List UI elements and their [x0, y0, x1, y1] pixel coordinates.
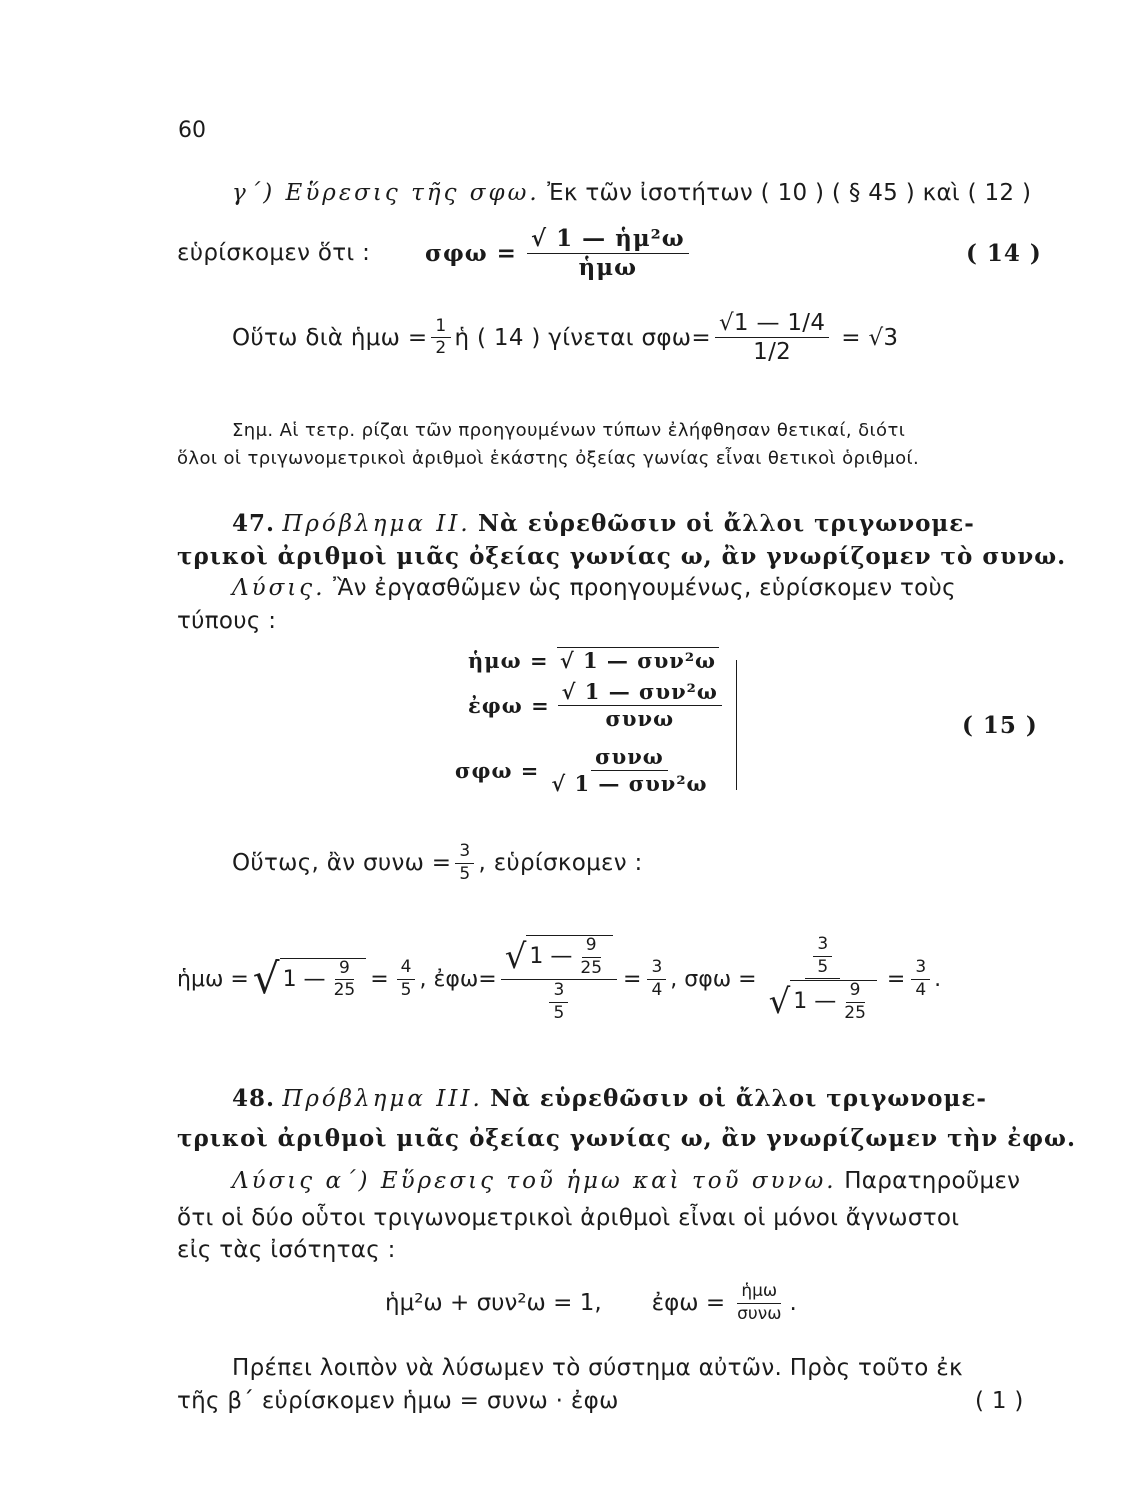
- eq-end: .: [789, 1290, 797, 1317]
- note-line-2: ὅλοι οἱ τριγωνομετρικοὶ ἀριθμοὶ ἑκάστης ὀξείας γωνίας εἶναι θετικοὶ ὁριθμοί.: [177, 448, 920, 469]
- example-frac-den: 2: [435, 338, 447, 359]
- ex-hmo-rad-den: 25: [333, 980, 356, 1001]
- formula-14-lhs: σφω =: [425, 240, 517, 268]
- ex-sfo: , σφω =: [670, 966, 757, 992]
- problem-48-line-4: Πρέπει λοιπὸν νὰ λύσωμεν τὸ σύστημα αὐτῶν. Πρὸς τοῦτο ἐκ: [232, 1355, 963, 1381]
- example-frac-num: 1: [431, 317, 450, 339]
- problem-47-title-1: Νὰ εὑρεθῶσιν οἱ ἄλλοι τριγωνομε-: [478, 510, 975, 537]
- ex-hmo-res-den: 5: [400, 979, 412, 1000]
- example-result: = √3: [841, 324, 899, 351]
- ex-efo-rad: 1 —: [529, 944, 573, 970]
- p47-example-frac-num: 3: [455, 842, 474, 864]
- f3-den: √ 1 — συν²ω: [551, 771, 708, 797]
- problem-47-heading: [232, 510, 975, 537]
- ex-efo: , ἐφω=: [419, 966, 497, 992]
- problem-47-solution-text: Ἂν ἐργασθῶμεν ὡς προηγουμένως, εὑρίσκομεν τοὺς: [333, 575, 956, 601]
- note-line-1: Σημ. Αἱ τετρ. ρίζαι τῶν προηγουμένων τύπων ἐλήφθησαν θετικαί, διότι: [232, 420, 906, 441]
- problem-47-label: Πρόβλημα ΙΙ.: [282, 511, 471, 537]
- ex-hmo-rad: 1 —: [282, 967, 326, 993]
- problem-48-line-3: εἰς τὰς ἰσότητας :: [177, 1237, 396, 1263]
- problem-48-solution-label: Λύσις α΄) Εὕρεσις τοῦ ἡμω καὶ τοῦ συνω.: [232, 1168, 837, 1194]
- problem-48-solution-text: Παρατηροῦμεν: [844, 1168, 1021, 1194]
- problem-47-solution: [232, 575, 956, 601]
- ex-end: .: [934, 966, 942, 992]
- problem-48-equations: [385, 1282, 797, 1324]
- p47-example-suffix: , εὑρίσκομεν :: [478, 850, 643, 877]
- ex-sfo-num-num: 3: [813, 935, 832, 957]
- problem-48-heading: [232, 1085, 987, 1112]
- ex-hmo-eq: =: [370, 966, 389, 992]
- formula-15-line-1: [468, 648, 719, 673]
- problem-48-title-2: τρικοὶ ἀριθμοὶ μιᾶς ὀξείας γωνίας ω, ἂν γνωρίζωμεν τὴν ἐφω.: [177, 1125, 1076, 1152]
- section-c-heading: [232, 180, 1031, 206]
- problem-47-title-2: τρικοὶ ἀριθμοὶ μιᾶς ὀξείας γωνίας ω, ἂν γνωρίζομεν τὸ συνω.: [177, 543, 1067, 570]
- ex-efo-rad-den: 25: [580, 957, 603, 978]
- ex-sfo-rad-den: 25: [844, 1002, 866, 1023]
- formula-14-num: √ 1 — ἡμ²ω: [527, 226, 689, 254]
- problem-47-example: [232, 842, 643, 884]
- problem-48-solution: [232, 1168, 1020, 1194]
- formula-14-tag: ( 14 ): [966, 240, 1042, 267]
- f2-den: συνω: [605, 706, 675, 732]
- section-c-example: [232, 310, 898, 366]
- problem-47-solution-text2: τύπους :: [177, 608, 277, 634]
- eq-right-num: ἡμω: [737, 1282, 781, 1304]
- ex-efo-res-den: 4: [651, 979, 663, 1000]
- ex-efo-rad-num: 9: [582, 936, 601, 958]
- eq-right-lhs: ἐφω =: [651, 1290, 726, 1317]
- eq-right-den: συνω: [737, 1303, 782, 1324]
- problem-48-number: 48.: [232, 1085, 276, 1112]
- ex-sfo-res-den: 4: [915, 979, 927, 1000]
- formula-15-brace: [724, 660, 737, 790]
- section-c-text: Ἐκ τῶν ἰσοτήτων ( 10 ) ( § 45 ) καὶ ( 12 ): [547, 180, 1032, 206]
- ex-hmo: ἡμω =: [177, 966, 249, 992]
- ex-efo-den-num: 3: [549, 981, 568, 1003]
- example-mid: ἡ ( 14 ) γίνεται σφω=: [454, 324, 711, 351]
- f2-num: √ 1 — συν²ω: [558, 680, 722, 706]
- ex-sfo-rad: 1 —: [793, 989, 837, 1015]
- f3-lhs: σφω =: [455, 758, 540, 784]
- formula-15-line-3: [455, 745, 716, 796]
- ex-efo-den-den: 5: [553, 1002, 565, 1023]
- formula-15-tag: ( 15 ): [962, 712, 1038, 739]
- problem-48-line-2: ὅτι οἱ δύο οὗτοι τριγωνομετρικοὶ ἀριθμοὶ εἶναι οἱ μόνοι ἄγνωστοι: [177, 1205, 960, 1231]
- formula-14: [425, 226, 693, 282]
- eq-left: ἡμ²ω + συν²ω = 1,: [385, 1290, 602, 1317]
- p47-example-prefix: Οὕτως, ἂν συνω =: [232, 850, 452, 877]
- page-number: 60: [178, 118, 206, 143]
- ex-hmo-res-num: 4: [397, 958, 416, 980]
- f2-lhs: ἐφω =: [468, 693, 550, 719]
- example-num: √1 — 1/4: [715, 310, 829, 338]
- problem-47-number: 47.: [232, 510, 276, 537]
- problem-48-line-5-tag: ( 1 ): [975, 1388, 1024, 1414]
- f1-rhs: √ 1 — συν²ω: [557, 647, 719, 673]
- ex-hmo-rad-num: 9: [335, 959, 354, 981]
- problem-47-solution-label: Λύσις.: [232, 575, 326, 601]
- ex-sfo-rad-num: 9: [846, 981, 865, 1003]
- example-den: 1/2: [753, 339, 792, 366]
- problem-48-line-5: τῆς β΄ εὑρίσκομεν ἡμω = συνω · ἐφω: [177, 1388, 619, 1414]
- formula-14-den: ἡμω: [578, 254, 638, 282]
- section-c-lead: εὑρίσκομεν ὅτι :: [177, 240, 371, 266]
- example-prefix: Οὕτω διὰ ἡμω =: [232, 324, 428, 351]
- section-c-label: γ΄) Εὕρεσις τῆς σφω.: [232, 180, 540, 206]
- formula-15-line-2: [468, 680, 726, 731]
- ex-efo-res-num: 3: [647, 958, 666, 980]
- f1-lhs: ἡμω =: [468, 648, 549, 673]
- problem-48-title-1: Νὰ εὑρεθῶσιν οἱ ἄλλοι τριγωνομε-: [490, 1085, 987, 1112]
- f3-num: συνω: [591, 745, 668, 771]
- problem-48-label: Πρόβλημα ΙΙΙ.: [282, 1086, 483, 1112]
- ex-sfo-res-num: 3: [911, 958, 930, 980]
- p47-example-frac-den: 5: [459, 863, 471, 884]
- ex-sfo-num-den: 5: [817, 956, 829, 977]
- problem-47-results: ἡμω = √ 1 — $\frac{9}{25}$ = $\frac{4}{5}$ , ἐφω= √ 1 — $\frac{9}{25}$ $\frac{3}{5}$ = $\frac{3}{4}$ , σφω = $\frac{3}{5}$ √ 1 — $\frac{9}{25}$ = $\frac{3}{4}$ .: [177, 934, 942, 1023]
